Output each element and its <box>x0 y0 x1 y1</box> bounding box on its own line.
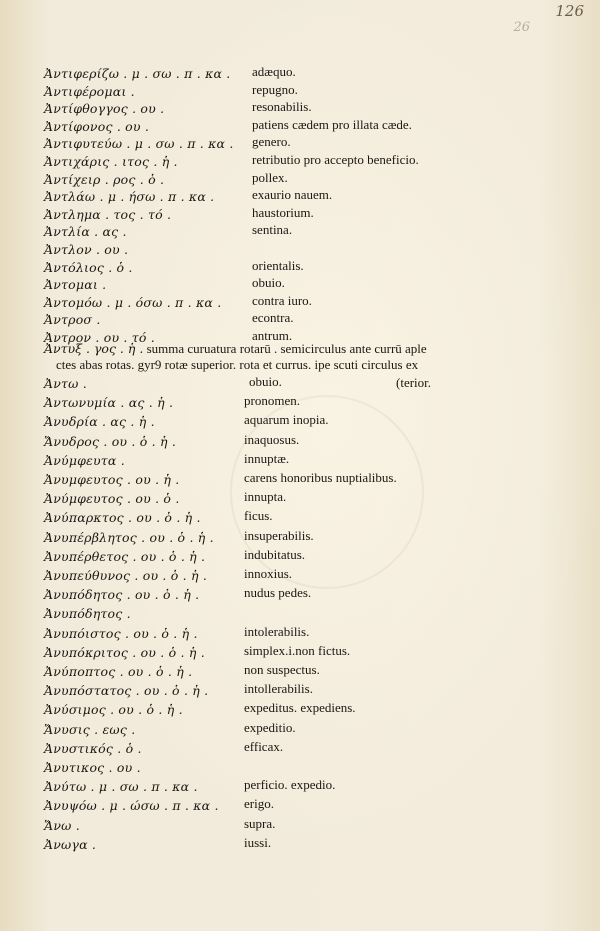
latin-definition: repugno. <box>252 81 298 97</box>
latin-definition: nudus pedes. <box>244 585 312 601</box>
latin-definition: pollex. <box>252 169 288 185</box>
pencil-mark: 26 <box>513 20 530 35</box>
greek-headword: Ἀνυπέρθετος . ου . ὁ . ἡ . <box>44 548 206 564</box>
latin-definition: indubitatus. <box>244 546 306 562</box>
greek-headword: Ἀνυμφευτος . ου . ἡ . <box>44 472 180 487</box>
latin-definition: non suspectus. <box>244 662 320 677</box>
lexicon-entry <box>44 643 464 663</box>
greek-headword: Ἀνύτω . μ . σω . π . κα . <box>44 779 198 795</box>
greek-headword: Ἄνυδρος . ου . ὁ . ἡ . <box>44 433 177 449</box>
latin-definition: innuptæ. <box>244 450 290 466</box>
lexicon-entry <box>44 412 464 432</box>
greek-headword: Ἀντιχάρις . ιτος . ἡ . <box>44 154 178 169</box>
lexicon-entry <box>44 432 464 452</box>
lexicon-entry <box>44 720 464 740</box>
latin-definition: iussi. <box>244 834 272 850</box>
greek-headword: Ἀντω . <box>44 376 87 391</box>
greek-headword: Ἄνω . <box>44 817 80 833</box>
greek-headword: Ἀνύσιμος . ου . ὁ . ἡ . <box>44 702 183 718</box>
lexicon-entry <box>44 489 464 509</box>
antyx-greek: Ἀντυξ . γος . ἡ . <box>44 341 144 356</box>
greek-headword: Ἀνύπαρκτος . ου . ὁ . ἡ . <box>44 510 201 526</box>
latin-definition: sentina. <box>252 222 293 238</box>
lexicon-entry <box>44 393 464 413</box>
latin-definition: adæquo. <box>252 64 296 79</box>
latin-definition: inaquosus. <box>244 431 300 447</box>
latin-definition: genero. <box>252 134 291 150</box>
latin-definition: efficax. <box>244 738 284 754</box>
greek-headword: Ἀντρον . ου . τό . <box>44 330 155 345</box>
greek-headword: Ἀνυδρία . ας . ἡ . <box>44 414 155 430</box>
latin-definition: insuperabilis. <box>244 527 314 543</box>
greek-headword: Ἀντίφονος . ου . <box>44 118 150 134</box>
greek-headword: Ἀντίχειρ . ρος . ὁ . <box>44 171 165 187</box>
lexicon-entry <box>44 624 464 644</box>
greek-headword: Ἀντλημα . τος . τό . <box>44 206 172 222</box>
folio-number: 126 <box>555 2 584 20</box>
latin-definition: contra iuro. <box>252 292 312 308</box>
greek-headword: Ἀνυπέρβλητος . ου . ὁ . ἡ . <box>44 529 214 545</box>
greek-headword: Ἀνύποπτος . ου . ὁ . ἡ . <box>44 664 193 679</box>
latin-definition: antrum. <box>252 328 293 343</box>
lexicon-entry <box>44 470 464 490</box>
latin-definition: resonabilis. <box>252 99 312 115</box>
latin-definition: obuio. <box>249 374 282 389</box>
greek-headword: Ἀντλον . ου . <box>44 242 129 257</box>
lexicon-entry <box>44 585 464 605</box>
lexicon-entry <box>44 508 464 528</box>
antyx-definition-line1: summa curuatura rotarū . semicirculus ante currū aple <box>146 341 427 356</box>
greek-headword: Ἀνυψόω . μ . ώσω . π . κα . <box>44 798 219 814</box>
latin-definition: expeditio. <box>244 719 296 735</box>
latin-definition: exaurio nauem. <box>252 187 333 203</box>
greek-headword: Ἀντωνυμία . ας . ἡ . <box>44 395 174 411</box>
greek-headword: Ἀνυπόκριτος . ου . ὁ . ἡ . <box>44 644 205 660</box>
lexicon-entry <box>44 662 464 682</box>
latin-definition: intollerabilis. <box>244 681 313 697</box>
lexicon-entry <box>44 547 464 567</box>
greek-headword: Ἀνύμφευτος . ου . ὁ . <box>44 491 180 507</box>
latin-definition: innupta. <box>244 489 287 505</box>
latin-definition: expeditus. expediens. <box>244 700 356 716</box>
lexicon-entry <box>44 528 464 548</box>
greek-headword: Ἀντόλιος . ὁ . <box>44 259 133 275</box>
lexicon-entry <box>44 796 464 816</box>
greek-headword: Ἀνύμφευτα . <box>44 452 125 468</box>
latin-definition: econtra. <box>252 310 294 326</box>
lexicon-entry <box>44 777 464 797</box>
lexicon-entry <box>44 758 464 778</box>
greek-headword: Ἀντλάω . μ . ήσω . π . κα . <box>44 189 215 205</box>
antyx-entry <box>44 341 427 357</box>
latin-definition: carens honoribus nuptialibus. <box>244 470 397 485</box>
greek-headword: Ἀντροσ . <box>44 312 101 328</box>
lexicon-entry <box>44 835 464 855</box>
lexicon-entry <box>44 604 464 624</box>
lexicon-entry <box>44 451 464 471</box>
lexicon-entry <box>44 681 464 701</box>
latin-definition: intolerabilis. <box>244 623 310 639</box>
greek-headword: Ἄνυσις . εως . <box>44 721 136 737</box>
latin-definition: innoxius. <box>244 566 293 581</box>
greek-headword: Ἀντιφερίζω . μ . σω . π . κα . <box>44 66 231 81</box>
lexicon-entry <box>44 739 464 759</box>
latin-definition: orientalis. <box>252 257 304 273</box>
latin-definition: erigo. <box>244 796 274 812</box>
greek-headword: Ἀντλία . ας . <box>44 224 127 240</box>
greek-headword: Ἀνυπόδητος . ου . ὁ . ἡ . <box>44 587 200 603</box>
latin-definition: aquarum inopia. <box>244 412 329 428</box>
latin-definition: simplex.i.non fictus. <box>244 642 351 658</box>
greek-headword: Ἀνυπόστατος . ου . ὁ . ἡ . <box>44 683 209 699</box>
greek-headword: Ἀντίφθογγος . ου . <box>44 101 165 117</box>
latin-definition: obuio. <box>252 275 285 291</box>
latin-definition: retributio pro accepto beneficio. <box>252 152 419 167</box>
latin-definition: pronomen. <box>244 393 300 409</box>
latin-definition: ficus. <box>244 508 273 524</box>
latin-definition: supra. <box>244 815 276 831</box>
greek-headword: Ἀντομαι . <box>44 277 107 293</box>
lexicon-entry <box>44 700 464 720</box>
latin-definition: patiens cædem pro illata cæde. <box>252 116 412 132</box>
greek-headword: Ἀνυπεύθυνος . ου . ὁ . ἡ . <box>44 568 208 583</box>
greek-headword: Ἀνωγα . <box>44 836 97 852</box>
lexicon-entry <box>44 566 464 586</box>
latin-definition: haustorium. <box>252 204 314 220</box>
greek-headword: Ἀνυτικος . ου . <box>44 760 141 775</box>
greek-headword: Ἀνυπόιστος . ου . ὁ . ἡ . <box>44 625 198 641</box>
lexicon-entry <box>44 816 464 836</box>
greek-headword: Ἀνυπόδητος . <box>44 606 131 622</box>
antyx-definition-line3: (terior. <box>396 375 432 390</box>
greek-headword: Ἀντιφέρομαι . <box>44 83 135 99</box>
greek-headword: Ἀνυστικός . ὁ . <box>44 740 142 756</box>
antyx-definition-line2: ctes abas rotas. gyr9 rotæ superior. rota et currus. ipe scuti circulus ex <box>56 357 419 372</box>
greek-headword: Ἀντομόω . μ . όσω . π . κα . <box>44 294 222 310</box>
greek-headword: Ἀντιφυτεύω . μ . σω . π . κα . <box>44 136 234 152</box>
latin-definition: perficio. expedio. <box>244 777 336 793</box>
